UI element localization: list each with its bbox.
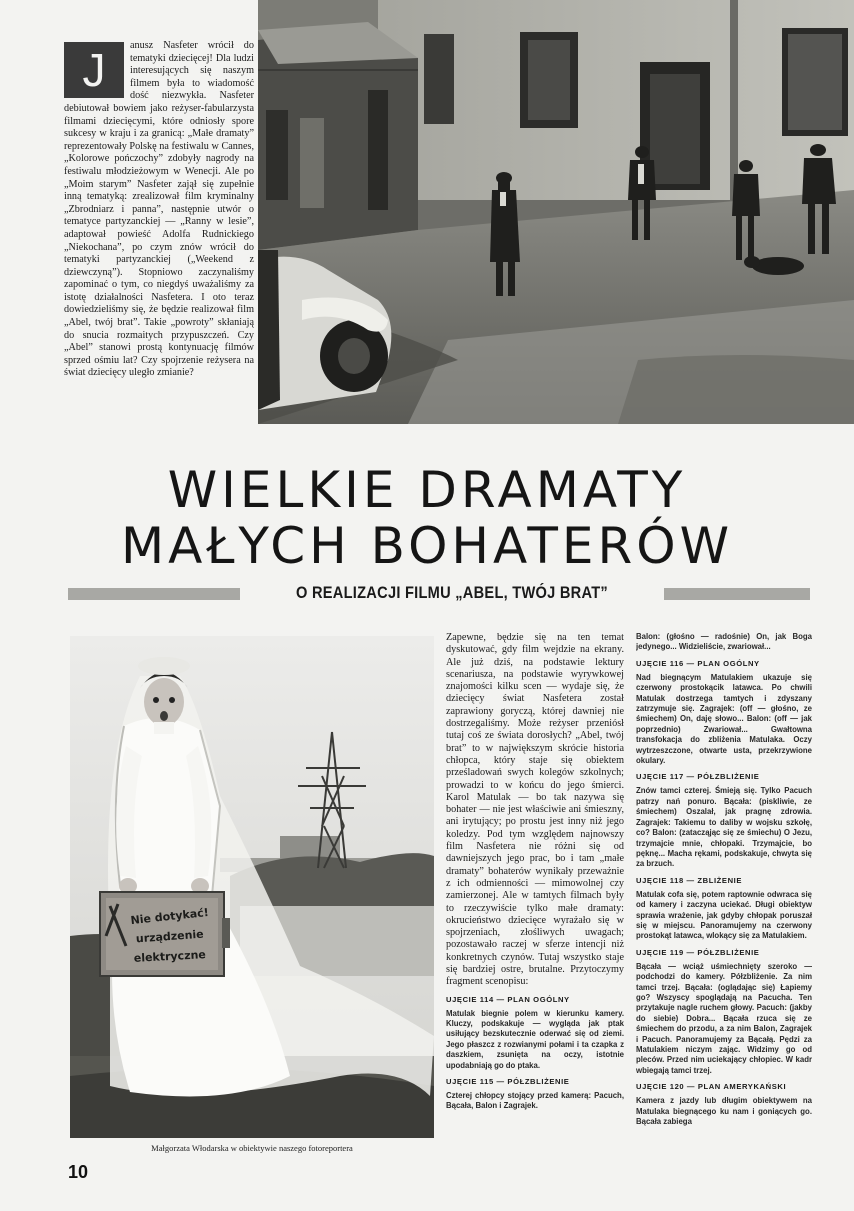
photo-caption: Małgorzata Włodarska w obiektywie naszego fotoreportera	[151, 1143, 353, 1153]
scene-114-text: Matulak biegnie polem w kierunku kamery. Kluczy, podskakuje — wygląda jak ptak usiłujący bezskutecznie oderwać się od ziemi. Jego płaszcz z rozwianymi połami i ta czapka z daszkiem, zsunięta na oczy, istotnie upodabniają go do ptaka.	[446, 1008, 624, 1070]
bride-photo	[70, 636, 434, 1138]
scene-118-text: Matulak cofa się, potem raptownie odwraca się od kamery i zaczyna uciekać. Długi obiektyw sprawia wrażenie, jak gdyby chłopak poruszał się w miejscu. Panoramujemy na czerwony prostokąt latawca, wlokący się za Matulakiem.	[636, 889, 812, 941]
scene-116-heading: UJĘCIE 116 — PLAN OGÓLNY	[636, 658, 760, 668]
scene-120-text: Kamera z jazdy lub długim obiektywem na Matulaka biegnącego ku nam i goniących go. Bącała zabiega	[636, 1096, 812, 1127]
courtyard-photo	[258, 0, 854, 424]
subtitle-rule-left	[68, 588, 240, 600]
subtitle: O REALIZACJI FILMU „ABEL, TWÓJ BRAT”	[296, 583, 608, 602]
case-label-line-1: Nie dotykać!	[129, 905, 210, 928]
headline	[0, 462, 854, 574]
intro-text: anusz Nasfeter wrócił do tematyki dziecięcej! Dla ludzi interesujących się naszym filmem była to wiadomość dość niezwykła. Nasfeter debiutował bowiem jako reżyser-fabularzysta filmami dziecięcymi, które odniosły spore sukcesy w kraju i za granicą: „Małe dramaty” reprezentowały Polskę na festiwalu w Cannes, „Kolorowe pończochy” zdobyły nagrody na festiwalu młodzieżowym w Wenecji. Ale po „Moim starym” Nasfeter zajął się zupełnie inną tematyką: zrealizował film kryminalny „Zbrodniarz i panna”, następnie utwór o tematyce partyzanckiej — „Ranny w lesie”, adaptował powieść Adolfa Rudnickiego „Niekochana”, po czym znów wrócił do tematyki partyzanckiej („Weekend z dziewczyną”). Stopniowo zaczynaliśmy zapominać o tym, co niegdyś uważaliśmy za istotę działalności Nasfetera. I oto teraz dowiedzieliśmy się, że będzie realizował film „Abel, twój brat”. Takie „powroty” skłaniają do snucia rozmaitych przypuszczeń. Czy „Abel” stanowi prostą kontynuację filmów sprzed ośmiu lat? Czy spojrzenie reżysera na świat dziecięcy uległo zmianie?	[64, 40, 254, 379]
scene-115-text: Czterej chłopcy stojący przed kamerą: Pacuch, Bącała, Balon i Zagrajek.	[446, 1091, 624, 1111]
middle-column-text: Zapewne, będzie się na ten temat dyskutować, gdy film wejdzie na ekrany. Ale już dziś, na podstawie lektury scenariusza, na podstawie wyrywkowej znajomości kilku scen — wydaje się, że dziecięcy świat Nasfetera został zaprawiony goryczą, której dawniej nie dostrzegaliśmy. Może reżyser przeniósł tutaj coś ze świata dorosłych? „Abel, twój brat” to w największym skrócie historia chłopca, który staje się obiektem prześladowań swych kolegów szkolnych; prowadzi to w końcu do jego śmierci. Karol Matulak — bo tak nazywa się bohater — nie jest właściwie ani śmieszny, ani irytujący; po prostu jest inny niż jego koledzy. Pod tym względem najnowszy film Nasfetera nie różni się od dawniejszych jego prac, bo i tam „małe dramaty” bohaterów wynikały przeważnie z ich odmienności — mimowolnej czy zamierzonej. Ale w tamtych filmach były to rzeczywiście tylko małe dramaty: okrucieństwo dziecięce wyrażało się w spojrzeniach, złośliwych uwagach; pozostawało raczej w sferze intencji niż konkretnych czynów. Tutaj wszystko staje się bardziej ostre, brutalne. Przytoczymy fragment scenopisu:	[446, 632, 624, 988]
headline-line-2: MAŁYCH BOHATERÓW	[120, 517, 734, 575]
page-number: 10	[68, 1162, 89, 1182]
scene-118-heading: UJĘCIE 118 — ZBLIŻENIE	[636, 875, 743, 885]
scene-120-heading: UJĘCIE 120 — PLAN AMERYKAŃSKI	[636, 1082, 787, 1092]
middle-column	[446, 632, 624, 1158]
right-column	[636, 632, 812, 1158]
headline-line-1: WIELKIE DRAMATY	[167, 461, 687, 519]
intro-column	[64, 40, 254, 424]
right-lead-text: Balon: (głośno — radośnie) On, jak Boga jedynego... Widzieliście, zwariował...	[636, 632, 812, 652]
case-label-line-3: elektryczne	[133, 948, 207, 965]
drop-cap: J	[64, 42, 124, 98]
scene-119-text: Bącała — wciąż uśmiechnięty szeroko — podchodzi do kamery. Półzbliżenie. Za nim tamci trzej. Bącała: (oglądając się) Łapiemy go? Wszyscy spoglądają na Pacucha. Ten przytakuje nagle ruchem głowy. Pacuch: (jakby do siebie) Dobra... Bącała rzuca się ze śmiechem do przodu, a za nim Balon, Zagrajek i Pacuch. Panoramujemy za Bącałą. Pędzi za Matulakiem niczym zając. Widzimy go od pleców. Przed nim uciekający chłopiec. W kadr wbiegają tamci trzej.	[636, 961, 812, 1075]
subtitle-rule-right	[664, 588, 810, 600]
scene-114-heading: UJĘCIE 114 — PLAN OGÓLNY	[446, 994, 570, 1004]
case-label-line-2: urządzenie	[135, 927, 205, 946]
scene-117-heading: UJĘCIE 117 — PÓŁZBLIŻENIE	[636, 772, 760, 782]
scene-115-heading: UJĘCIE 115 — PÓŁZBLIŻENIE	[446, 1077, 570, 1087]
scene-119-heading: UJĘCIE 119 — PÓŁZBLIŻENIE	[636, 947, 760, 957]
scene-116-text: Nad biegnącym Matulakiem ukazuje się czerwony prostokącik latawca. Po chwili Matulak dostrzega tamtych i zdyszany zatrzymuje się. Zagrajek: (off — głośno, ze śmiechem) On, daję słowo... Balon: (off — jak poprzednio) Zwariował... Gwałtowna transfokacja do zbliżenia Matulaka. Oczy wytrzeszczone, otwarte usta, przekrzywione okulary.	[636, 672, 812, 766]
scene-117-text: Znów tamci czterej. Śmieją się. Tylko Pacuch patrzy nań ponuro. Bącała: (piskliwie, ze śmiechem) Oszalał, jak pragnę zdrowia. Zagrajek: Takiemu to daliby w wojsku szkołę, co? Balon: (zatacząjąc się ze śmiechu) O Jezu, trzymajcie mnie, chłopaki. Trzymajcie, bo pęknę... Macha rękami, podskakuje, chwyta się za brzuch.	[636, 786, 812, 869]
